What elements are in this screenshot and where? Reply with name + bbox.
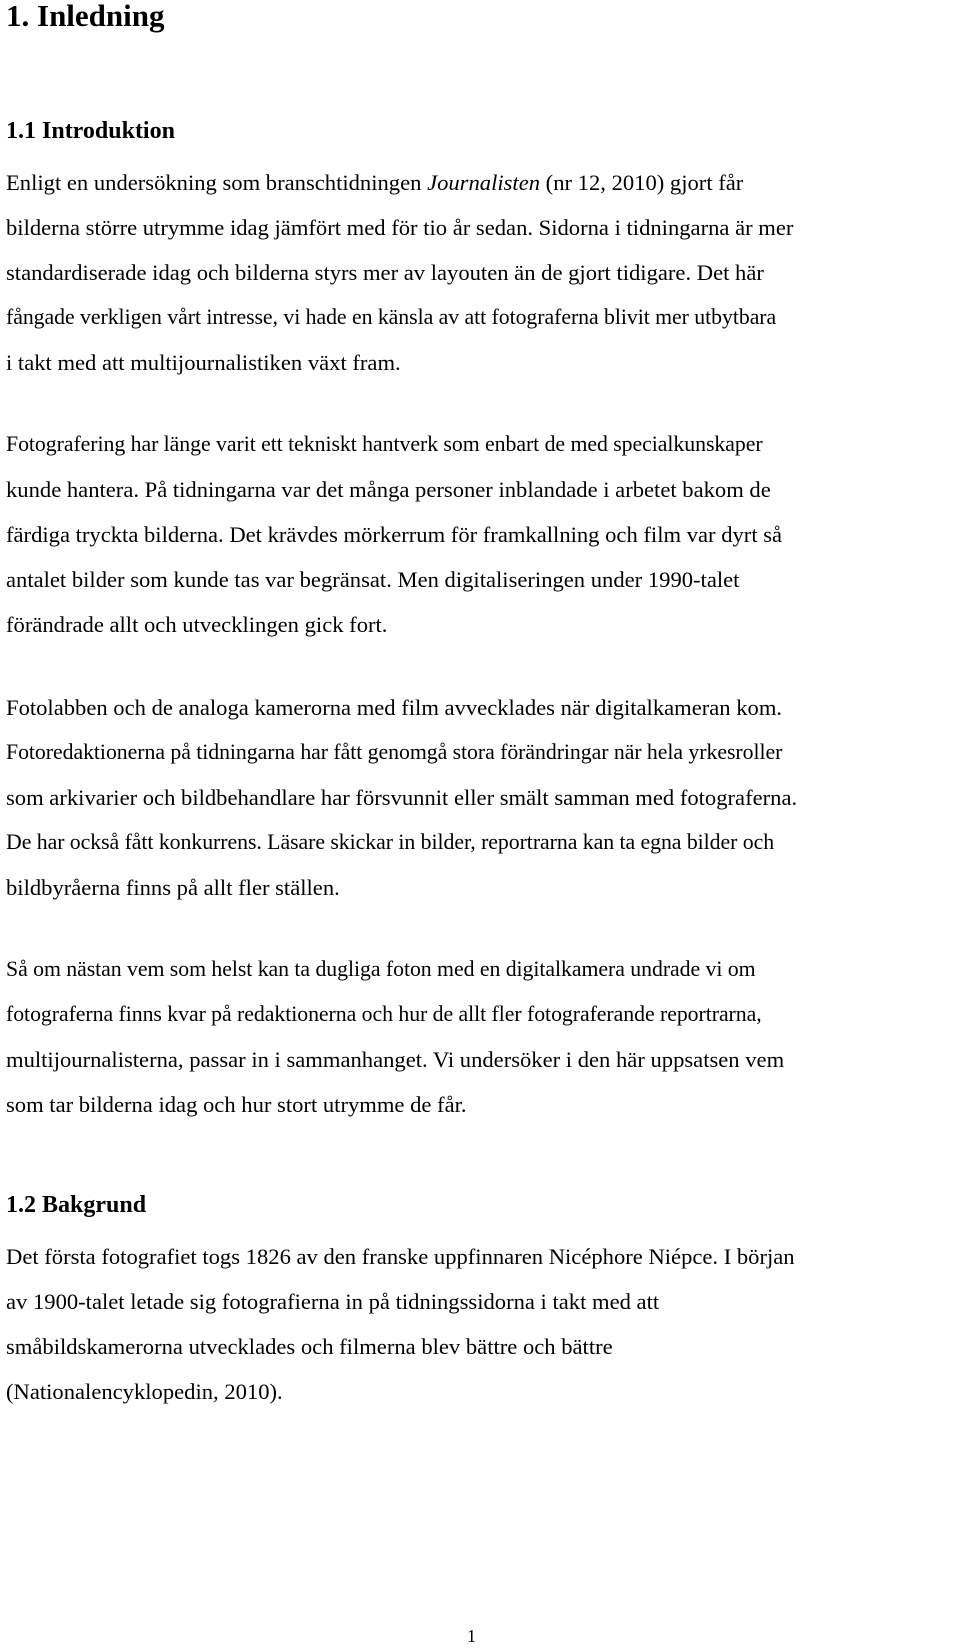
text-line: i takt med att multijournalistiken växt fram. <box>6 350 401 375</box>
text-segment: (nr 12, 2010) gjort får <box>540 170 744 195</box>
text-line: Det första fotografiet togs 1826 av den franske uppfinnaren Nicéphore Niépce. I början <box>6 1244 795 1269</box>
text-segment: Enligt en undersökning som branschtidningen <box>6 170 428 195</box>
paragraph <box>6 1234 946 1414</box>
text-line: bilderna större utrymme idag jämfört med för tio år sedan. Sidorna i tidningarna är mer <box>6 215 794 240</box>
text-line: som arkivarier och bildbehandlare har försvunnit eller smält samman med fotograferna. <box>6 785 798 810</box>
text-line: av 1900-talet letade sig fotografierna in på tidningssidorna i takt med att <box>6 1289 660 1314</box>
text-line: (Nationalencyklopedin, 2010). <box>6 1379 283 1404</box>
text-line: Så om nästan vem som helst kan ta dugliga foton med en digitalkamera undrade vi om <box>6 957 756 981</box>
text-line: kunde hantera. På tidningarna var det många personer inblandade i arbetet bakom de <box>6 477 771 502</box>
section-heading-introduktion: 1.1 Introduktion <box>6 118 175 144</box>
paragraph <box>6 685 946 910</box>
page-number: 1 <box>467 1626 476 1646</box>
text-line: fångade verkligen vårt intresse, vi hade en känsla av att fotograferna blivit mer utbytbara <box>6 305 777 329</box>
text-line: färdiga tryckta bilderna. Det krävdes mörkerrum för framkallning och film var dyrt så <box>6 522 783 547</box>
text-line: Fotoredaktionerna på tidningarna har fått genomgå stora förändringar när hela yrkesroller <box>6 740 783 764</box>
text-line <box>6 160 946 205</box>
text-line: De har också fått konkurrens. Läsare skickar in bilder, reportrarna kan ta egna bilder och <box>6 830 775 854</box>
text-line: Fotografering har länge varit ett tekniskt hantverk som enbart de med specialkunskaper <box>6 432 763 456</box>
text-line: som tar bilderna idag och hur stort utrymme de får. <box>6 1092 467 1117</box>
paragraph <box>6 947 946 1127</box>
text-line: fotograferna finns kvar på redaktionerna och hur de allt fler fotograferande reportrarna, <box>6 1002 762 1026</box>
chapter-heading: 1. Inledning <box>6 0 165 33</box>
text-line: multijournalisterna, passar in i sammanhanget. Vi undersöker i den här uppsatsen vem <box>6 1047 785 1072</box>
paragraph <box>6 160 946 385</box>
text-line: förändrade allt och utvecklingen gick fort. <box>6 612 388 637</box>
text-line: standardiserade idag och bilderna styrs mer av layouten än de gjort tidigare. Det här <box>6 260 764 285</box>
publication-title: Journalisten <box>427 170 541 195</box>
text-line: antalet bilder som kunde tas var begränsat. Men digitaliseringen under 1990-talet <box>6 567 740 592</box>
text-line: småbildskamerorna utvecklades och filmerna blev bättre och bättre <box>6 1334 613 1359</box>
paragraph <box>6 422 946 647</box>
section-heading-bakgrund: 1.2 Bakgrund <box>6 1192 147 1218</box>
text-line: Fotolabben och de analoga kamerorna med film avvecklades när digitalkameran kom. <box>6 695 783 720</box>
text-line: bildbyråerna finns på allt fler ställen. <box>6 875 340 900</box>
